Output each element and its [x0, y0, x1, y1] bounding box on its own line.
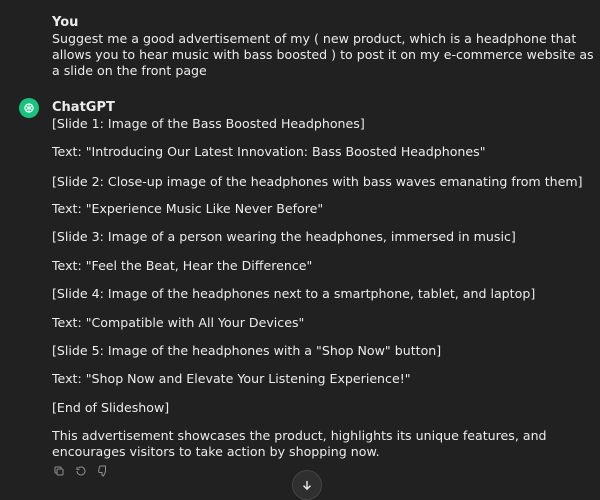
slide-line: [Slide 4: Image of the headphones next to a smartphone, tablet, and laptop] — [52, 286, 536, 301]
closing-line: This advertisement showcases the product, highlights its unique features, and — [52, 428, 547, 443]
scroll-to-bottom-button[interactable] — [292, 470, 322, 500]
slide-line: [Slide 2: Close-up image of the headphones with bass waves emanating from them] — [52, 174, 583, 189]
user-avatar — [19, 14, 39, 34]
user-line: allows you to hear music with bass boosted ) to post it on my e-commerce website as — [52, 47, 594, 62]
regenerate-icon[interactable] — [74, 464, 88, 478]
thumbs-down-icon[interactable] — [96, 464, 110, 478]
slide-line: [End of Slideshow] — [52, 400, 170, 415]
slide-line: Text: "Introducing Our Latest Innovation: Bass Boosted Headphones" — [52, 144, 486, 159]
slide-line: Text: "Compatible with All Your Devices" — [52, 315, 305, 330]
slide-line: [Slide 3: Image of a person wearing the headphones, immersed in music] — [52, 229, 516, 244]
message-actions — [52, 464, 110, 478]
user-line: Suggest me a good advertisement of my ( new product, which is a headphone that — [52, 31, 577, 46]
slide-line: Text: "Experience Music Like Never Before" — [52, 201, 324, 216]
assistant-avatar — [19, 98, 39, 118]
assistant-author: ChatGPT — [52, 100, 115, 115]
user-author: You — [52, 15, 79, 30]
closing-line: encourages visitors to take action by shopping now. — [52, 444, 380, 459]
user-message-text — [52, 31, 600, 79]
openai-logo-icon — [22, 101, 36, 115]
slide-line: [Slide 1: Image of the Bass Boosted Headphones] — [52, 116, 365, 131]
user-line: a slide on the front page — [52, 63, 207, 78]
copy-icon[interactable] — [52, 464, 66, 478]
arrow-down-icon — [300, 478, 314, 492]
slide-line: [Slide 5: Image of the headphones with a "Shop Now" button] — [52, 343, 442, 358]
slide-line: Text: "Shop Now and Elevate Your Listening Experience!" — [52, 371, 411, 386]
slide-line: Text: "Feel the Beat, Hear the Difference" — [52, 258, 313, 273]
